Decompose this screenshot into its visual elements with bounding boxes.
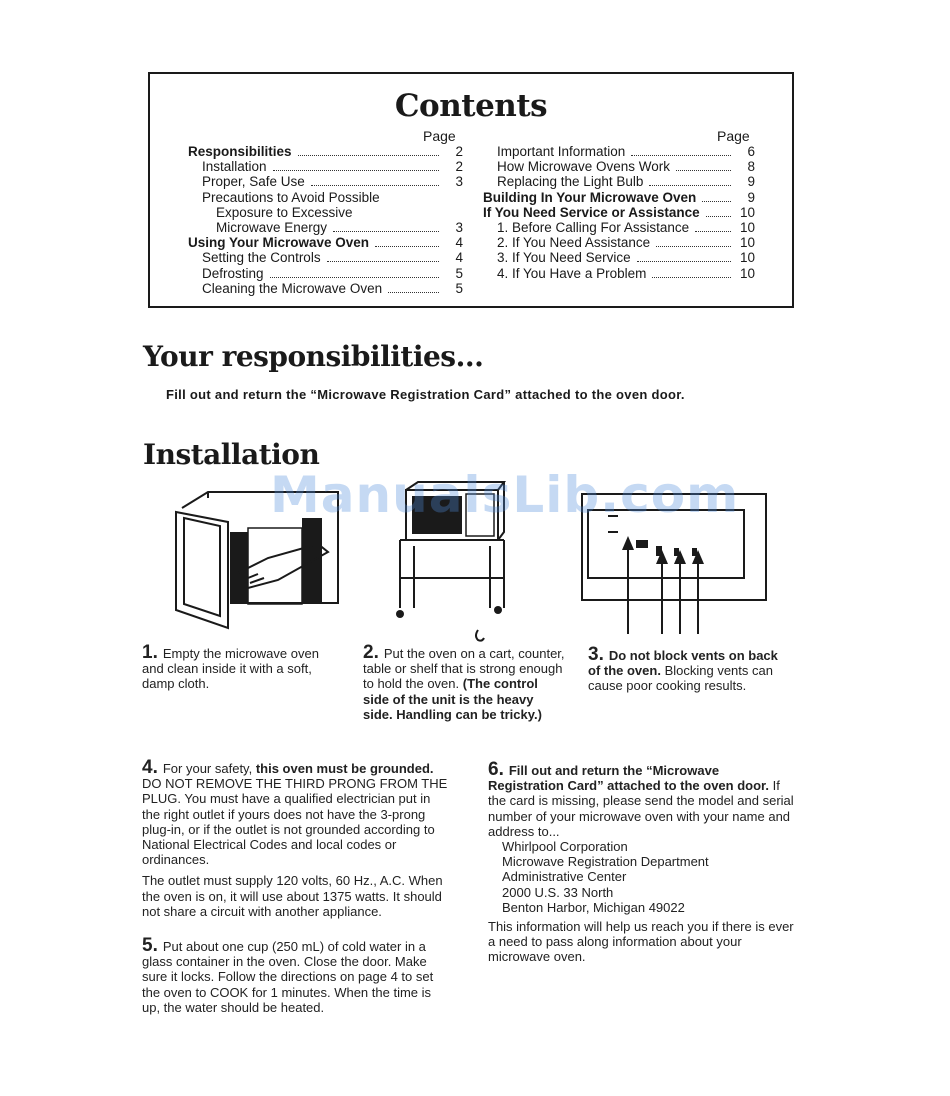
toc-entry xyxy=(188,235,463,250)
toc-leader-dots xyxy=(652,277,731,278)
toc-leader-dots xyxy=(706,216,731,217)
toc-leader-dots xyxy=(702,201,731,202)
address-line: Microwave Registration Department xyxy=(502,854,709,870)
address-line: 2000 U.S. 33 North xyxy=(502,884,614,900)
toc-entry xyxy=(188,205,463,220)
address-line: Whirlpool Corporation xyxy=(502,839,628,855)
toc-entry xyxy=(483,144,755,159)
toc-entry-title: 2. If You Need Assistance xyxy=(497,235,651,251)
step-3 xyxy=(588,644,778,694)
toc-entry xyxy=(188,281,463,296)
toc-leader-dots xyxy=(375,246,439,247)
toc-entry xyxy=(188,174,463,189)
toc-entry-page: 10 xyxy=(739,250,755,266)
toc-entry-title: Precautions to Avoid Possible xyxy=(202,189,380,205)
toc-entry-page: 8 xyxy=(747,159,755,175)
toc-entry-title: Replacing the Light Bulb xyxy=(497,174,644,190)
step-2 xyxy=(363,642,565,722)
step-1 xyxy=(142,642,342,692)
step-2-number: 2. xyxy=(363,642,379,663)
toc-entry-title: 4. If You Have a Problem xyxy=(497,265,647,281)
toc-right-column xyxy=(483,144,755,281)
responsibilities-heading: Your responsibilities... xyxy=(143,340,484,373)
step-4-bold: this oven must be grounded. xyxy=(255,761,434,776)
step-3-bold: Do not block vents on back of the oven. xyxy=(588,648,778,679)
page-label-right: Page xyxy=(717,128,750,144)
toc-entry xyxy=(483,250,755,265)
registration-note: Fill out and return the “Microwave Registration Card” attached to the oven door. xyxy=(166,387,685,402)
toc-entry xyxy=(483,220,755,235)
toc-entry-title: Responsibilities xyxy=(188,144,292,159)
toc-entry xyxy=(483,190,755,205)
address-line: Administrative Center xyxy=(502,869,627,885)
contents-title: Contents xyxy=(394,88,548,124)
toc-entry-title: Exposure to Excessive xyxy=(216,204,353,220)
toc-leader-dots xyxy=(311,185,439,186)
toc-entry-title: How Microwave Ovens Work xyxy=(497,159,671,175)
toc-entry xyxy=(483,235,755,250)
toc-entry-page: 5 xyxy=(455,265,463,281)
toc-entry-page: 10 xyxy=(739,220,755,236)
address-line: Benton Harbor, Michigan 49022 xyxy=(502,899,685,915)
toc-leader-dots xyxy=(273,170,439,171)
toc-leader-dots xyxy=(649,185,731,186)
toc-leader-dots xyxy=(695,231,731,232)
toc-entry xyxy=(188,144,463,159)
toc-leader-dots xyxy=(388,292,439,293)
toc-entry-title: Defrosting xyxy=(202,265,264,281)
toc-entry-page: 9 xyxy=(747,174,755,190)
toc-entry xyxy=(188,266,463,281)
toc-leader-dots xyxy=(631,155,731,156)
toc-entry xyxy=(483,174,755,189)
toc-entry-title: Installation xyxy=(202,159,267,175)
toc-leader-dots xyxy=(676,170,731,171)
step-6 xyxy=(488,759,796,965)
toc-leader-dots xyxy=(656,246,731,247)
toc-entry-title: Cleaning the Microwave Oven xyxy=(202,280,383,296)
step-4-text-2: The outlet must supply 120 volts, 60 Hz., A.C. When the oven is on, it will use about 1375 watts. It should not share a circuit with another appliance. xyxy=(142,873,443,919)
watermark: ManualsLib.com xyxy=(270,466,740,524)
address-block xyxy=(488,839,796,915)
toc-entry-page: 10 xyxy=(739,235,755,251)
step-6-number: 6. xyxy=(488,759,504,780)
toc-entry xyxy=(188,190,463,205)
toc-entry xyxy=(483,159,755,174)
contents-box xyxy=(148,72,794,308)
toc-entry xyxy=(188,159,463,174)
toc-entry-title: 3. If You Need Service xyxy=(497,250,631,266)
step-6-text-2: This information will help us reach you if there is ever a need to pass along information about your microwave oven. xyxy=(488,919,794,965)
toc-left-column xyxy=(188,144,463,296)
toc-entry-title: Important Information xyxy=(497,144,626,159)
toc-entry-page: 2 xyxy=(455,159,463,175)
step-2-bold: (The control side of the unit is the heavy side. Handling can be tricky.) xyxy=(363,676,542,722)
toc-leader-dots xyxy=(637,261,731,262)
step-4 xyxy=(142,757,450,919)
step-3-number: 3. xyxy=(588,644,604,665)
toc-leader-dots xyxy=(298,155,439,156)
toc-entry-page: 4 xyxy=(455,250,463,266)
toc-entry-title: Microwave Energy xyxy=(216,220,328,236)
step-4-pre: For your safety, xyxy=(162,761,253,776)
toc-entry-title: Setting the Controls xyxy=(202,250,321,266)
toc-entry-title: Using Your Microwave Oven xyxy=(188,235,370,251)
step-6-text-1: If the card is missing, please send the model and serial number of your microwave oven with your name and address to... xyxy=(488,778,794,839)
toc-entry xyxy=(188,250,463,265)
toc-entry-page: 4 xyxy=(455,235,463,251)
step-6-bold: Fill out and return the “Microwave Registration Card” attached to the oven door. xyxy=(488,763,769,794)
toc-leader-dots xyxy=(333,231,439,232)
toc-entry xyxy=(188,220,463,235)
step-3-text: Blocking vents can cause poor cooking results. xyxy=(588,663,773,694)
toc-entry-page: 10 xyxy=(739,265,755,281)
toc-entry-title: Building In Your Microwave Oven xyxy=(483,189,697,205)
toc-entry-page: 10 xyxy=(739,204,755,220)
toc-entry-page: 9 xyxy=(747,189,755,205)
toc-entry-page: 2 xyxy=(455,144,463,159)
toc-entry-page: 6 xyxy=(747,144,755,159)
toc-entry-page: 3 xyxy=(455,220,463,236)
toc-entry xyxy=(483,205,755,220)
toc-leader-dots xyxy=(327,261,439,262)
installation-heading: Installation xyxy=(143,438,320,471)
toc-entry xyxy=(483,266,755,281)
toc-entry-page: 5 xyxy=(455,280,463,296)
step-5-number: 5. xyxy=(142,935,158,956)
step-4-text-1: DO NOT REMOVE THE THIRD PRONG FROM THE PLUG. You must have a qualified electrician put in the right outlet if yours does not have the 3-prong plug-in, or if the outlet is not grounded according to National Electrical Codes and local codes or ordinances. xyxy=(142,776,448,868)
toc-leader-dots xyxy=(270,277,439,278)
toc-entry-title: Proper, Safe Use xyxy=(202,174,305,190)
toc-entry-title: 1. Before Calling For Assistance xyxy=(497,220,690,236)
step-1-text: Empty the microwave oven and clean inside it with a soft, damp cloth. xyxy=(142,646,319,692)
page-label-left: Page xyxy=(423,128,456,144)
step-2-text: Put the oven on a cart, counter, table or shelf that is strong enough to hold the oven. xyxy=(363,646,565,692)
toc-entry-title: If You Need Service or Assistance xyxy=(483,204,700,220)
step-5-text: Put about one cup (250 mL) of cold water in a glass container in the oven. Close the door. Make sure it locks. Follow the directions on page 4 to set the oven to COOK for 1 minutes. When the time is up, the water should be heated. xyxy=(142,939,434,1015)
step-4-number: 4. xyxy=(142,757,158,778)
step-5 xyxy=(142,935,450,1015)
step-1-number: 1. xyxy=(142,642,158,663)
toc-entry-page: 3 xyxy=(455,174,463,190)
